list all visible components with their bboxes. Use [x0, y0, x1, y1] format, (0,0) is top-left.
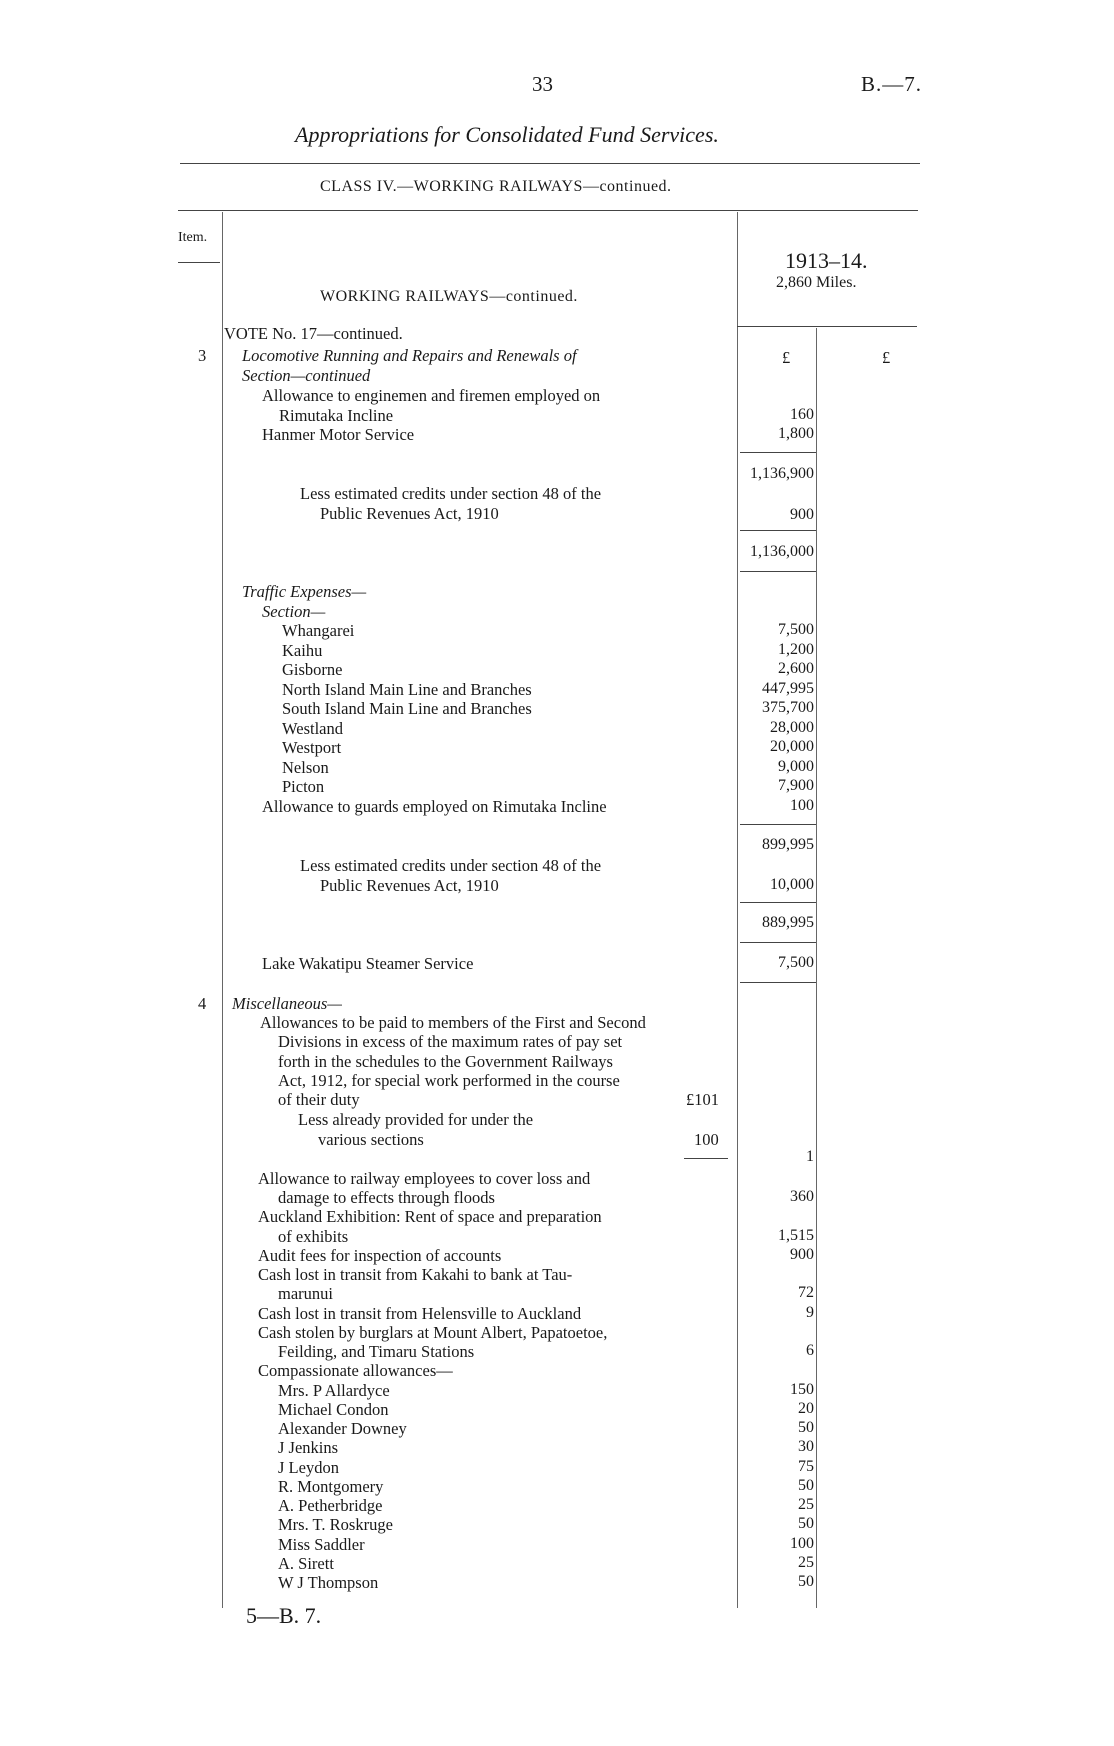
floods-line1: Allowance to railway employees to cover loss and: [258, 1169, 591, 1188]
miles-header: 2,860 Miles.: [776, 274, 857, 291]
helensville-amount: 9: [806, 1304, 814, 1321]
traffic-section-amount: 1,200: [778, 641, 814, 658]
audit-fees: Audit fees for inspection of accounts: [258, 1246, 502, 1265]
hanmer-amount: 1,800: [778, 425, 814, 442]
traffic-subtotal-rule: [740, 824, 816, 825]
traffic-section-amount: 9,000: [778, 758, 814, 775]
person-amount: 75: [798, 1458, 814, 1475]
printer-signature: 5—B. 7.: [246, 1603, 322, 1628]
person-amount: 50: [798, 1573, 814, 1590]
burglars-amount: 6: [806, 1342, 814, 1359]
item-number-4: 4: [198, 994, 207, 1013]
traffic-section-amount: 28,000: [770, 719, 814, 736]
person-name: Mrs. P Allardyce: [278, 1381, 390, 1400]
traffic-section-amount: 20,000: [770, 738, 814, 755]
item3-subtotal: 1,136,900: [750, 465, 814, 482]
traffic-section-amount: 7,500: [778, 621, 814, 638]
document-reference: B.—7.: [861, 72, 923, 96]
person-name: A. Petherbridge: [278, 1496, 383, 1515]
person-amount: 50: [798, 1515, 814, 1532]
traffic-section-amount: 447,995: [762, 680, 814, 697]
person-name: J Leydon: [278, 1458, 339, 1477]
pound-sign-col1: £: [782, 348, 791, 367]
class-heading: CLASS IV.—WORKING RAILWAYS—continued.: [320, 178, 672, 195]
year-header-rule: [737, 326, 917, 327]
item3-less-line1: Less estimated credits under section 48 of the: [300, 484, 602, 503]
lake-wakatipu-amount: 7,500: [778, 954, 814, 971]
misc-heading: Miscellaneous—: [232, 994, 342, 1013]
traffic-section-name: Whangarei: [282, 621, 355, 640]
misc-less-amount: 100: [694, 1130, 719, 1149]
item3-allowance-line2: Rimutaka Incline: [279, 406, 394, 425]
burglars-line1: Cash stolen by burglars at Mount Albert, Papatoetoe,: [258, 1323, 608, 1342]
traffic-section-name: North Island Main Line and Branches: [282, 680, 532, 699]
helensville-cash: Cash lost in transit from Helensville to Auckland: [258, 1304, 582, 1323]
auckland-line1: Auckland Exhibition: Rent of space and preparation: [258, 1207, 602, 1226]
traffic-section-name: Kaihu: [282, 641, 323, 660]
floods-amount: 360: [790, 1188, 814, 1205]
misc-less-rule: [684, 1158, 728, 1159]
subtotal-rule: [740, 452, 816, 453]
item3-heading-line1: Locomotive Running and Repairs and Renewals of: [242, 346, 577, 365]
traffic-less-line2: Public Revenues Act, 1910: [320, 876, 499, 895]
traffic-heading: Traffic Expenses—: [242, 582, 367, 601]
kakahi-line2: marunui: [278, 1284, 333, 1303]
misc-allowance-net: 1: [806, 1148, 814, 1165]
person-amount: 50: [798, 1477, 814, 1494]
person-amount: 100: [790, 1535, 814, 1552]
item3-less-line2: Public Revenues Act, 1910: [320, 504, 499, 523]
net-rule: [740, 530, 816, 531]
audit-amount: 900: [790, 1246, 814, 1263]
item3-heading-line2: Section—continued: [242, 366, 371, 385]
traffic-section-amount: 375,700: [762, 699, 814, 716]
person-amount: 20: [798, 1400, 814, 1417]
traffic-net-rule: [740, 902, 816, 903]
traffic-less-line1: Less estimated credits under section 48 of the: [300, 856, 602, 875]
compassionate-heading: Compassionate allowances—: [258, 1361, 453, 1380]
vote-heading: VOTE No. 17—continued.: [224, 324, 403, 343]
item3-allowance-amount: 160: [790, 406, 814, 423]
traffic-section-amount: 7,900: [778, 777, 814, 794]
misc-allowance-line: Act, 1912, for special work performed in the course: [278, 1071, 620, 1090]
person-name: Michael Condon: [278, 1400, 389, 1419]
guards-allowance: Allowance to guards employed on Rimutaka Incline: [262, 797, 607, 816]
misc-duty-amount: £101: [686, 1090, 719, 1109]
pound-sign-col2: £: [882, 348, 891, 367]
year-header: 1913–14.: [785, 248, 868, 273]
title-rule: [180, 163, 920, 164]
traffic-subtotal: 899,995: [762, 836, 814, 853]
misc-duty-line: of their duty: [278, 1090, 360, 1109]
hanmer-motor-service: Hanmer Motor Service: [262, 425, 415, 444]
auckland-line2: of exhibits: [278, 1227, 349, 1246]
burglars-line2: Feilding, and Timaru Stations: [278, 1342, 475, 1361]
person-amount: 150: [790, 1381, 814, 1398]
person-amount: 25: [798, 1496, 814, 1513]
total-column-rule: [816, 328, 817, 1608]
person-amount: 50: [798, 1419, 814, 1436]
section-heading: WORKING RAILWAYS—continued.: [320, 288, 578, 305]
floods-line2: damage to effects through floods: [278, 1188, 495, 1207]
item-number-3: 3: [198, 346, 207, 365]
kakahi-amount: 72: [798, 1284, 814, 1301]
item3-less-amount: 900: [790, 506, 814, 523]
person-amount: 25: [798, 1554, 814, 1571]
misc-less-line2: various sections: [318, 1130, 424, 1149]
misc-allowance-line: Allowances to be paid to members of the First and Second: [260, 1013, 646, 1032]
person-name: Alexander Downey: [278, 1419, 407, 1438]
item-column-rule: [222, 212, 223, 1608]
traffic-net: 889,995: [762, 914, 814, 931]
person-name: W J Thompson: [278, 1573, 379, 1592]
person-amount: 30: [798, 1438, 814, 1455]
misc-less-line1: Less already provided for under the: [298, 1110, 534, 1129]
page-title: Appropriations for Consolidated Fund Services.: [295, 122, 719, 147]
traffic-section-name: Westland: [282, 719, 343, 738]
traffic-section-name: Nelson: [282, 758, 329, 777]
misc-allowance-line: forth in the schedules to the Government Railways: [278, 1052, 613, 1071]
table-top-rule: [178, 210, 918, 211]
item3-net: 1,136,000: [750, 543, 814, 560]
person-name: J Jenkins: [278, 1438, 339, 1457]
person-name: Miss Saddler: [278, 1535, 365, 1554]
net-underline: [740, 571, 816, 572]
traffic-subheading: Section—: [262, 602, 326, 621]
traffic-section-name: Gisborne: [282, 660, 343, 679]
person-name: A. Sirett: [278, 1554, 334, 1573]
item3-allowance-line1: Allowance to enginemen and firemen employed on: [262, 386, 601, 405]
auckland-amount: 1,515: [778, 1227, 814, 1244]
item-header-rule: [178, 262, 220, 263]
lake-underline: [740, 982, 816, 983]
lake-wakatipu-steamer: Lake Wakatipu Steamer Service: [262, 954, 474, 973]
misc-allowance-line: Divisions in excess of the maximum rates of pay set: [278, 1032, 623, 1051]
item-column-header: Item.: [178, 230, 208, 245]
traffic-less-amount: 10,000: [770, 876, 814, 893]
guards-amount: 100: [790, 797, 814, 814]
traffic-section-name: Picton: [282, 777, 325, 796]
traffic-section-name: South Island Main Line and Branches: [282, 699, 532, 718]
page-number: 33: [532, 72, 553, 96]
traffic-section-amount: 2,600: [778, 660, 814, 677]
person-name: Mrs. T. Roskruge: [278, 1515, 393, 1534]
person-name: R. Montgomery: [278, 1477, 384, 1496]
traffic-net-underline: [740, 942, 816, 943]
kakahi-line1: Cash lost in transit from Kakahi to bank at Tau-: [258, 1265, 573, 1284]
traffic-section-name: Westport: [282, 738, 342, 757]
